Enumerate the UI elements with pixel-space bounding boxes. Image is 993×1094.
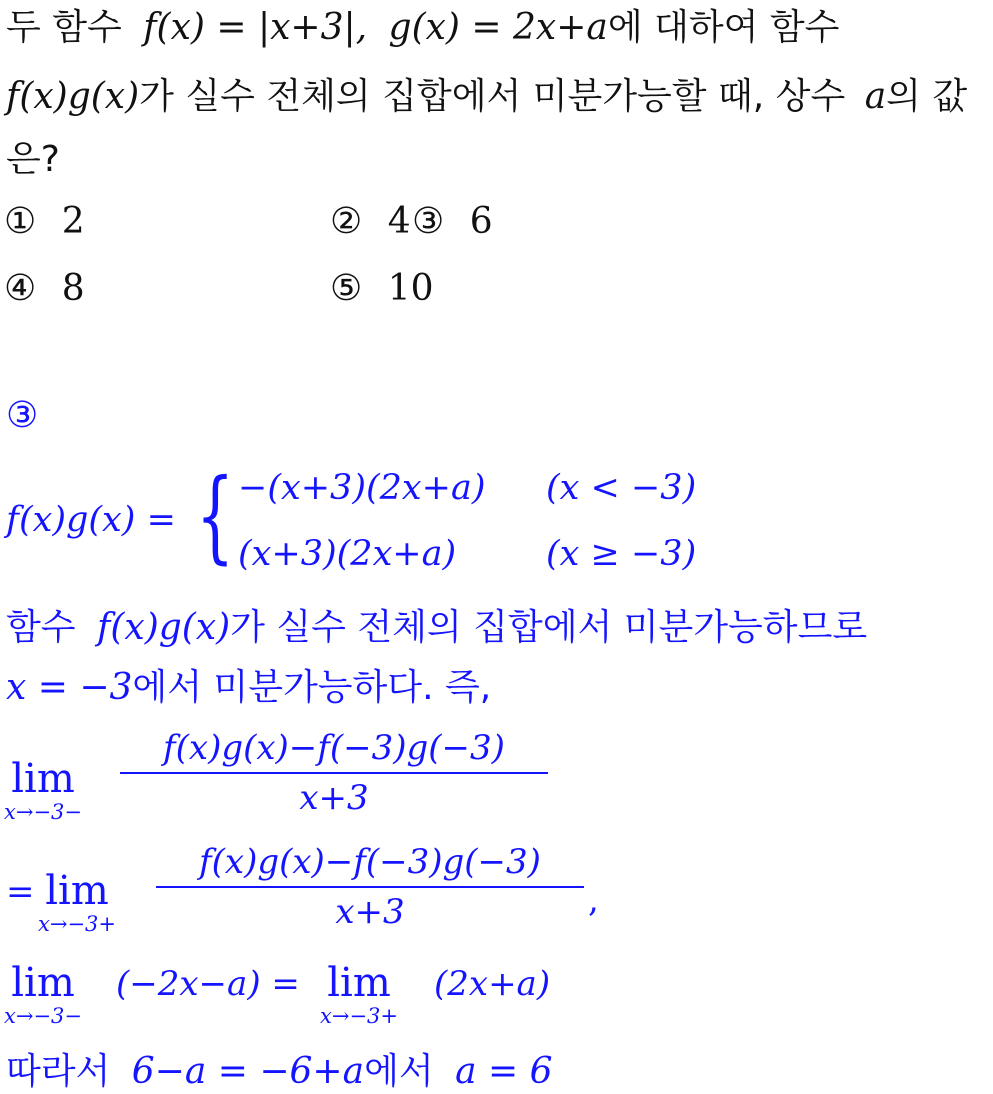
difference-quotient-2: [156, 842, 584, 932]
choice-1[interactable]: [4, 200, 85, 244]
limit-right-1: lim x→−3+: [38, 868, 116, 936]
question-text: 두 함수: [6, 7, 122, 48]
case-1-expression: −(x+3)(2x+a): [238, 468, 486, 508]
function-g-definition: g(x) = 2x+a: [388, 7, 608, 48]
point-equation: x = −3: [6, 667, 133, 708]
question-text: 에 대하여 함수: [607, 7, 840, 48]
case-2-expression: (x+3)(2x+a): [238, 534, 457, 574]
function-f-definition: f(x) = |x+3|,: [143, 7, 368, 48]
choice-3[interactable]: [412, 200, 493, 244]
question-text: 은?: [6, 139, 60, 180]
choice-number: ⑤: [330, 268, 363, 309]
solution-text: 에서: [364, 1051, 434, 1092]
choice-5[interactable]: [330, 267, 434, 311]
product-expression: f(x)g(x): [6, 76, 140, 117]
comma: ,: [588, 880, 599, 920]
question-text: 가 실수 전체의 집합에서 미분가능할 때, 상수: [139, 76, 846, 117]
constant-a: a: [864, 76, 887, 117]
final-equation: 6−a = −6+a: [131, 1051, 365, 1092]
choice-value: 6: [469, 201, 493, 242]
case-2-condition: (x ≥ −3): [546, 534, 697, 574]
choice-2[interactable]: [330, 200, 411, 244]
limit-right-2: lim x→−3+: [320, 960, 398, 1028]
solution-line-1: [6, 606, 867, 650]
limit-left-1: lim x→−3−: [4, 756, 82, 824]
question-line-3: [6, 138, 60, 182]
solution-text: 에서 미분가능하다. 즉,: [132, 667, 492, 708]
fraction-numerator: f(x)g(x)−f(−3)g(−3): [163, 728, 505, 768]
choice-value: 2: [61, 201, 85, 242]
left-derivative-expression: (−2x−a) =: [116, 964, 300, 1004]
product-expression: f(x)g(x): [97, 607, 231, 648]
equals-sign: =: [6, 872, 35, 912]
final-line: [6, 1050, 553, 1094]
solution-line-2: [6, 666, 491, 710]
right-derivative-expression: (2x+a): [434, 964, 551, 1004]
choice-value: 8: [61, 268, 85, 309]
limit-left-2: lim x→−3−: [4, 960, 82, 1028]
final-result: a = 6: [455, 1051, 553, 1092]
choice-number: ④: [4, 268, 37, 309]
question-text: 의 값: [886, 76, 968, 117]
fraction-numerator: f(x)g(x)−f(−3)g(−3): [199, 842, 541, 882]
choice-number: ③: [412, 201, 445, 242]
curly-brace: {: [196, 457, 235, 574]
solution-text: 가 실수 전체의 집합에서 미분가능하므로: [230, 607, 868, 648]
piecewise-lhs: f(x)g(x) =: [6, 500, 176, 540]
choice-number: ①: [4, 201, 37, 242]
solution-text: 따라서: [6, 1051, 111, 1092]
choice-number: ②: [330, 201, 363, 242]
choice-value: 4: [387, 201, 411, 242]
choice-value: 10: [387, 268, 434, 309]
answer-mark: ③: [6, 395, 39, 436]
fraction-denominator: x+3: [299, 778, 369, 818]
solution-text: 함수: [6, 607, 76, 648]
fraction-bar: [120, 772, 548, 774]
difference-quotient-1: [120, 728, 548, 818]
fraction-denominator: x+3: [335, 892, 405, 932]
case-1-condition: (x < −3): [546, 468, 697, 508]
fraction-bar: [156, 886, 584, 888]
question-line-2: [6, 75, 967, 119]
question-line-1: [6, 6, 839, 50]
choice-4[interactable]: [4, 267, 85, 311]
